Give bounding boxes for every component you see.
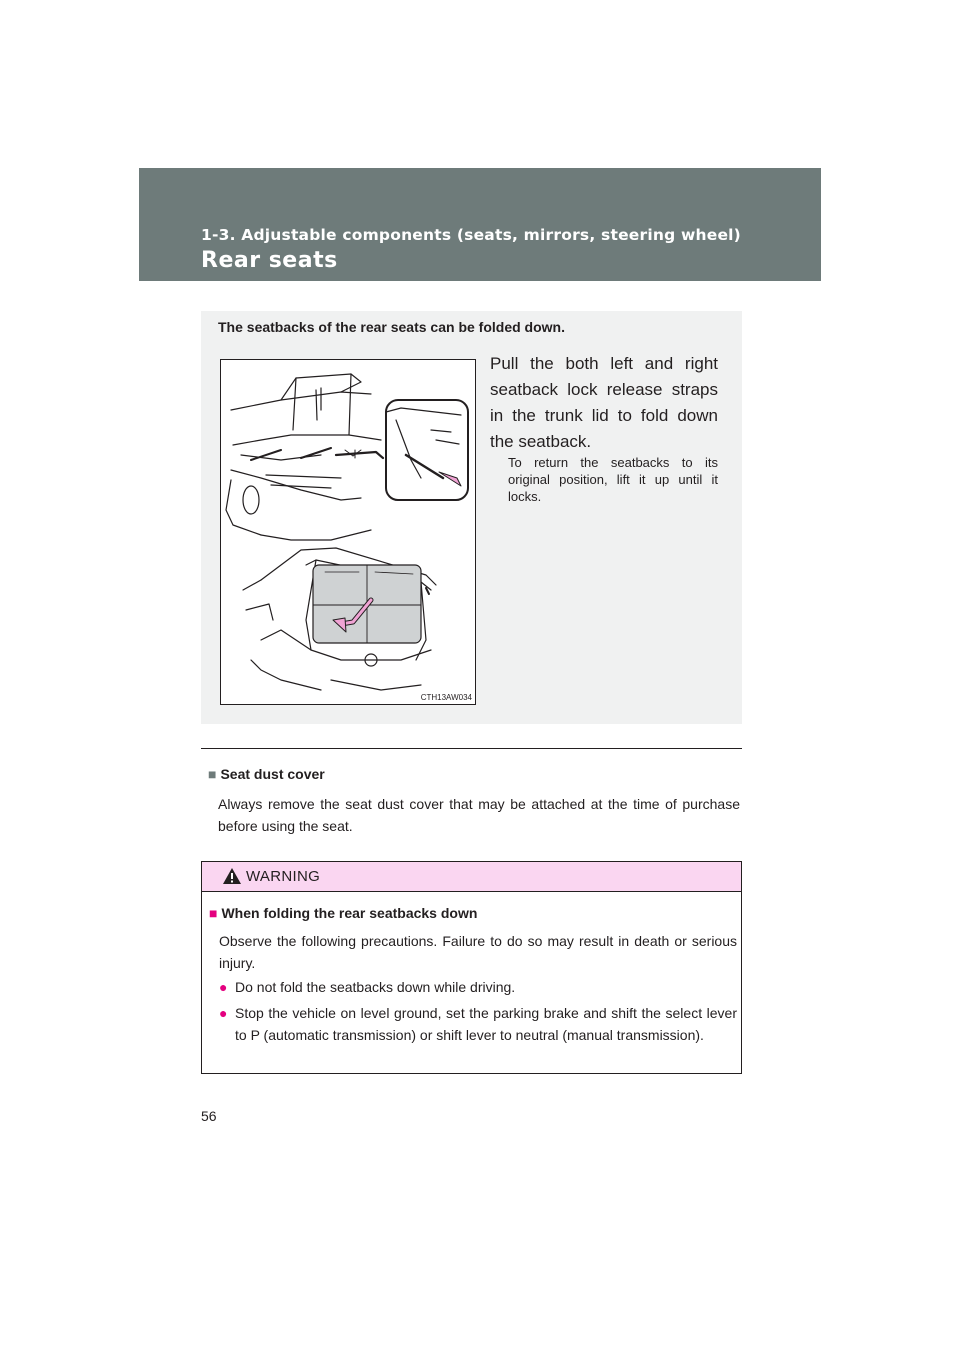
- note-text: To return the seatbacks to its original position, lift it up until it locks.: [508, 455, 718, 504]
- warning-bullet-text: Do not fold the seatbacks down while driving.: [235, 979, 516, 995]
- warning-heading-text: When folding the rear seatbacks down: [221, 905, 478, 921]
- square-bullet-icon: ■: [209, 905, 218, 921]
- info-body: Always remove the seat dust cover that may be attached at the time of purchase before using the seat.: [218, 796, 740, 834]
- square-bullet-icon: ■: [208, 766, 217, 782]
- section-divider: [201, 748, 742, 749]
- circle-bullet-icon: ●: [219, 979, 228, 995]
- seat-fold-diagram: [221, 360, 476, 705]
- seat-illustration: [220, 359, 476, 705]
- warning-heading: [209, 905, 477, 921]
- warning-triangle-icon: [222, 867, 242, 885]
- warning-bullet: [219, 976, 737, 998]
- content-panel: [201, 311, 742, 724]
- warning-bullet: [219, 1002, 737, 1046]
- page-number: 56: [201, 1108, 217, 1124]
- header-band: [139, 168, 821, 281]
- intro-text: The seatbacks of the rear seats can be folded down.: [218, 319, 565, 335]
- info-heading: [208, 766, 325, 782]
- warning-label: WARNING: [246, 868, 321, 885]
- warning-bar: [202, 862, 741, 892]
- page-title: Rear seats: [201, 248, 338, 273]
- instruction-text: Pull the both left and right seatback lock release straps in the trunk lid to fold down the seatback.: [490, 354, 718, 451]
- warning-box: [201, 861, 742, 1074]
- info-heading-text: Seat dust cover: [220, 766, 325, 782]
- circle-bullet-icon: ●: [219, 1005, 228, 1021]
- warning-bullet-text: Stop the vehicle on level ground, set the parking brake and shift the select lever to P (automatic transmission) or shift lever to neutral (manual transmission).: [235, 1005, 737, 1043]
- figure-code: CTH13AW034: [420, 693, 472, 702]
- section-label: 1-3. Adjustable components (seats, mirrors, steering wheel): [201, 226, 741, 244]
- warning-body: Observe the following precautions. Failure to do so may result in death or serious injury.: [219, 933, 737, 971]
